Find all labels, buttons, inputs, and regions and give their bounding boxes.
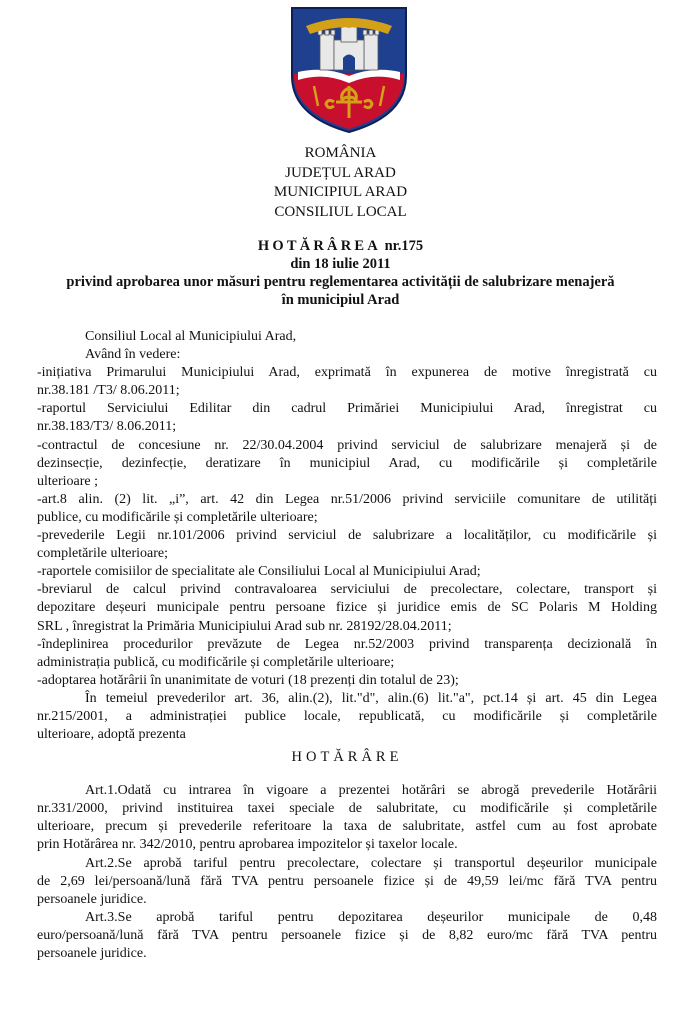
consideration-law-101-cont: completările ulterioare;: [37, 546, 168, 562]
header-line-county: JUDEȚUL ARAD: [285, 164, 396, 181]
legal-basis: În temeiul prevederilor art. 36, alin.(2), lit."d", alin.(6) lit."a", pct.14 și art. 45 din Legea: [85, 690, 657, 706]
article-3-line-2: euro/persoană/lună fără TVA pentru persoanele fizice și de 8,82 euro/mc fără TVA pentru: [37, 927, 657, 943]
consideration-committees: -raportele comisiilor de specialitate ale Consiliului Local al Municipiului Arad;: [37, 564, 481, 580]
header-line-country: ROMÂNIA: [304, 145, 377, 161]
consideration-calculation: -breviarul de calcul privind contravaloarea serviciului de precolectare, colectare, transport și: [37, 582, 657, 598]
consideration-transparency: -îndeplinirea procedurilor prevăzute de Legea nr.52/2003 privind transparența decizională în: [37, 636, 657, 652]
document-title: [0, 237, 681, 309]
header-line-council: CONSILIUL LOCAL: [274, 203, 407, 220]
coat-of-arms: [284, 6, 414, 134]
decision-word: HOTĂRÂREA: [257, 238, 381, 254]
preamble-considering: Având în vedere:: [85, 347, 181, 363]
preamble-council: Consiliul Local al Municipiului Arad,: [85, 329, 297, 344]
article-3: Art.3.Se aprobă tariful pentru depozitarea deșeurilor municipale de 0,48: [85, 909, 657, 925]
coat-of-arms-icon: [284, 6, 414, 134]
consideration-report: -raportul Serviciului Edilitar din cadrul Primăriei Municipiului Arad, înregistrat cu: [37, 401, 657, 417]
article-2: Art.2.Se aprobă tariful pentru precolectare, colectare și transportul deșeurilor municipale: [85, 855, 657, 871]
consideration-calculation-end: SRL , înregistrat la Primăria Municipiului Arad sub nr. 28192/28.04.2011;: [37, 618, 452, 634]
consideration-law-101: -prevederile Legii nr.101/2006 privind serviciul de salubrizare a localităților, cu modificările și: [37, 528, 657, 544]
article-2-line-2: de 2,69 lei/persoană/lună fără TVA pentru persoanele fizice și de 49,59 lei/mc fără TVA pentru: [37, 873, 657, 889]
decision-subject-line-2: în municipiul Arad: [281, 292, 400, 308]
legal-basis-end: ulterioare, adoptă prezenta: [37, 727, 186, 743]
article-3-line-3: persoanele juridice.: [37, 946, 147, 961]
consideration-contract-end: ulterioare ;: [37, 473, 99, 489]
article-1-line-4: prin Hotărârea nr. 342/2010, pentru aprobarea impozitelor și taxelor locale.: [37, 837, 458, 853]
consideration-transparency-cont: administrația publică, cu modificările și completările ulterioare;: [37, 654, 395, 670]
consideration-initiative: -inițiativa Primarului Municipiului Arad, exprimată în expunerea de motive înregistrată cu: [37, 365, 657, 381]
article-1-line-3: ulterioare, precum și prevederile referitoare la taxa de salubritate, astfel cum au fost aprobate: [37, 819, 657, 835]
consideration-vote: -adoptarea hotărârii în unanimitate de voturi (18 prezenți din totalul de 23);: [37, 672, 459, 688]
consideration-contract-cont: dezinsecție, dezinfecție, deratizare în municipiul Arad, cu modificările și completările: [37, 455, 657, 471]
article-1-line-2: nr.331/2000, privind instituirea taxei speciale de salubritate, cu modificările și completările: [37, 801, 657, 817]
consideration-calculation-cont: depozitare deșeuri municipale pentru persoane fizice și juridice emis de SC Polaris M Holding: [37, 600, 657, 616]
consideration-law-51-cont: publice, cu modificările și completările ulterioare;: [37, 509, 318, 525]
decision-heading: HOTĂRÂRE: [291, 749, 403, 766]
decision-date: din 18 iulie 2011: [290, 256, 391, 272]
decision-subject-line-1: privind aprobarea unor măsuri pentru reglementarea activității de salubrizare menajeră: [66, 274, 615, 290]
article-2-line-3: persoanele juridice.: [37, 891, 147, 907]
consideration-initiative-cont: nr.38.181 /T3/ 8.06.2011;: [37, 383, 180, 399]
decision-number: nr.175: [384, 238, 424, 254]
legal-basis-cont: nr.215/2001, a administrației publice locale, republicată, cu modificările și completările: [37, 708, 657, 724]
article-1: Art.1.Odată cu intrarea în vigoare a prezentei hotărâri se abrogă prevederile Hotărârii: [85, 783, 657, 799]
consideration-contract: -contractul de concesiune nr. 22/30.04.2004 privind serviciul de salubrizare menajeră și de: [37, 437, 657, 453]
document-body: [37, 328, 657, 963]
consideration-law-51: -art.8 alin. (2) lit. „i”, art. 42 din Legea nr.51/2006 privind serviciile comunitare de utilități: [37, 491, 657, 507]
consideration-report-cont: nr.38.183/T3/ 8.06.2011;: [37, 419, 177, 435]
issuer-header: [0, 144, 681, 222]
header-line-municipality: MUNICIPIUL ARAD: [273, 184, 408, 200]
